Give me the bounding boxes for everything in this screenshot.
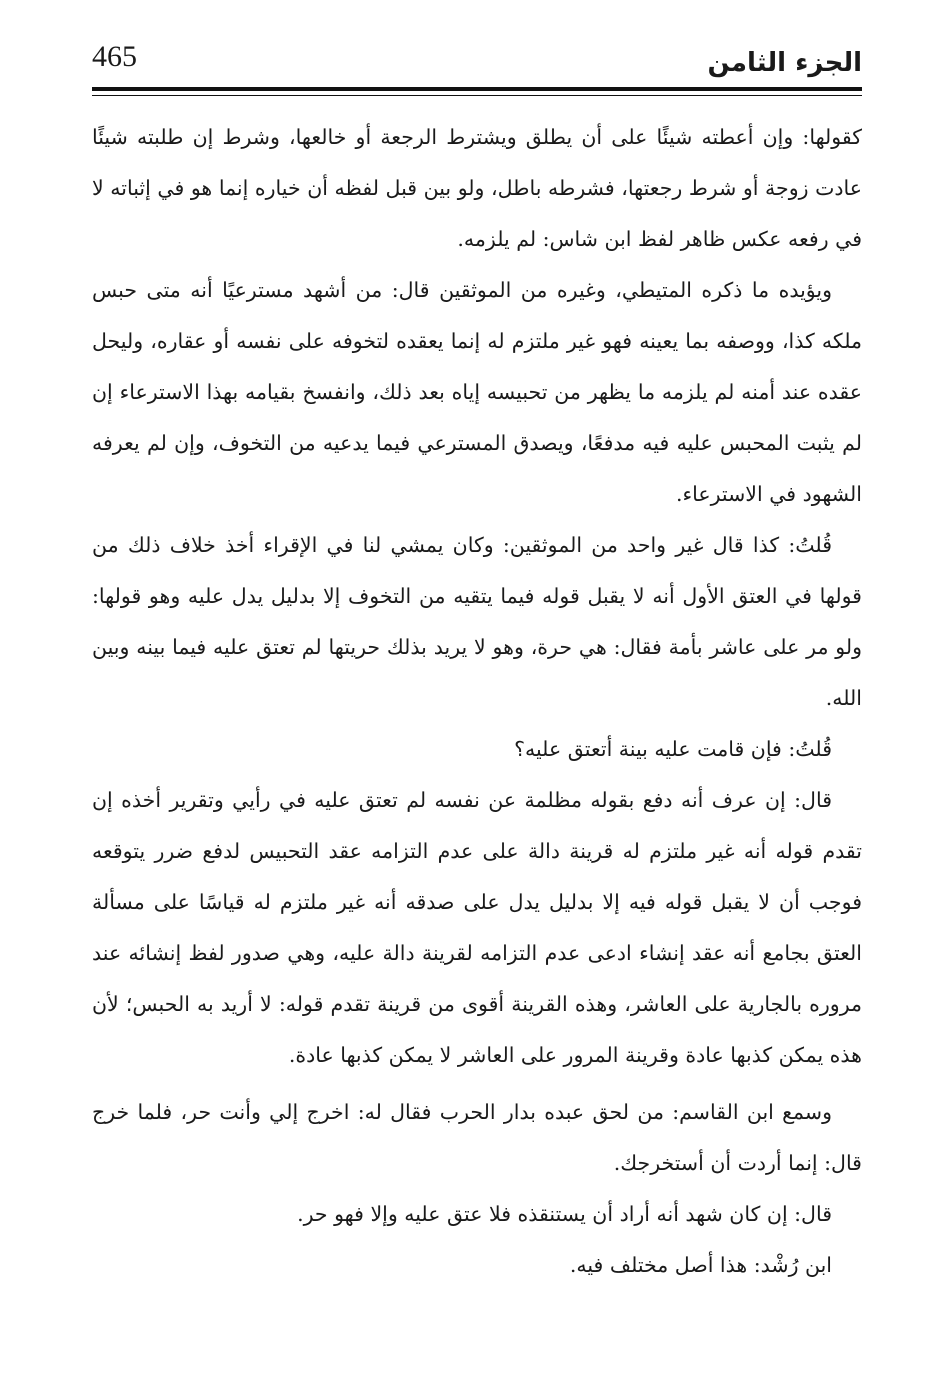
header-rule-thick [92,87,862,91]
header-rule-thin [92,95,862,96]
paragraph: ابن رُشْد: هذا أصل مختلف فيه. [569,1253,832,1277]
main-text [92,112,862,1291]
page-header [92,38,862,90]
paragraph: قُلتُ: فإن قامت عليه بينة أتعتق عليه؟ [514,737,832,761]
paragraph: وسمع ابن القاسم: من لحق عبده بدار الحرب فقال له: اخرج إلي وأنت حر، فلما خرج قال: إنما أردت أن أستخرجك. [92,1100,862,1175]
paragraph: قُلتُ: كذا قال غير واحد من الموثقين: وكان يمشي لنا في الإقراء أخذ خلاف ذلك من قولها في العتق الأول أنه لا يقبل قوله فيما يتقيه من التخوف إلا بدليل يدل عليه وهو قولها: ولو مر على عاشر بأمة فقال: هي حرة، وهو لا يريد بذلك حريتها لم تعتق عليه فيما بينه وبين الله. [92,533,862,710]
paragraph: كقولها: وإن أعطته شيئًا على أن يطلق ويشترط الرجعة أو خالعها، وشرط إن طلبته شيئًا عادت زوجة أو شرط رجعتها، فشرطه باطل، ولو بين قبل لفظه أن خياره إنما هو في إثباته لا في رفعه عكس ظاهر لفظ ابن شاس: لم يلزمه. [92,125,862,251]
paragraph: ويؤيده ما ذكره المتيطي، وغيره من الموثقين قال: من أشهد مسترعيًا أنه متى حبس ملكه كذا، ووصفه بما يعينه فهو غير ملتزم له إنما يعقده لتخوفه على نفسه أو عقاره، وليحل عقده عند أمنه لم يلزمه ما يظهر من تحبيسه إياه بعد ذلك، وانفسخ بقيامه بهذا الاسترعاء إن لم يثبت المحبس عليه فيه مدفعًا، ويصدق المسترعي فيما يدعيه من التخوف، وإن لم يعرفه الشهود في الاسترعاء. [92,278,862,506]
paragraph: قال: إن عرف أنه دفع بقوله مظلمة عن نفسه لم تعتق عليه في رأيي وتقرير أخذه إن تقدم قوله أنه غير ملتزم له قرينة دالة على عدم التزامه عقد التحبيس لدفع ضرر يتوقعه فوجب أن لا يقبل قوله فيه إلا بدليل يدل على صدقه أنه غير ملتزم له قياسًا على مسألة العتق بجامع أنه عقد إنشاء ادعى عدم التزامه لقرينة دالة عليه، وهي صدور لفظ إنشائه عند مروره بالجارية على العاشر، وهذه القرينة أقوى من قرينة تقدم قوله: لا أريد به الحبس؛ لأن هذه يمكن كذبها عادة وقرينة المرور على العاشر لا يمكن كذبها عادة. [92,788,862,1067]
page-number: 465 [92,40,137,73]
running-title: الجزء الثامن [707,48,862,78]
paragraph: قال: إن كان شهد أنه أراد أن يستنقذه فلا عتق عليه وإلا فهو حر. [297,1202,832,1226]
